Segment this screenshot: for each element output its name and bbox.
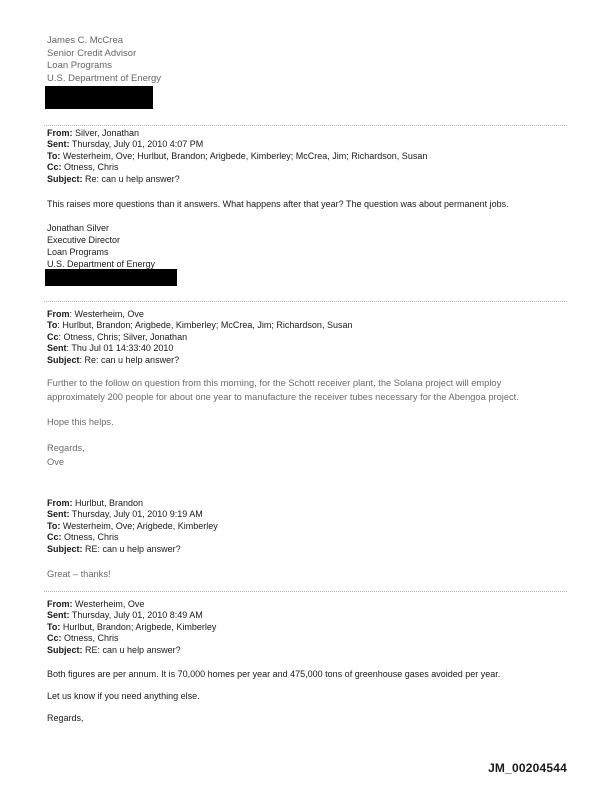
email-signature [47,222,155,270]
email-body-line: This raises more questions than it answers. What happens after that year? The question was about permanent jobs. [47,199,509,209]
signature-line: U.S. Department of Energy [47,72,162,84]
email-header-sent: Sent: Thu Jul 01 14:33:40 2010 [47,343,174,353]
email-header-cc: Cc: Otness, Chris [47,162,119,172]
email-header-subject: Subject: Re: can u help answer? [47,174,180,184]
email-header-subject: Subject: RE: can u help answer? [47,645,181,655]
email-header-to: To: Hurlbut, Brandon; Arigbede, Kimberley [47,622,217,632]
signature-line: Executive Director [47,235,121,245]
email-body-line: Let us know if you need anything else. [47,691,200,701]
email-body-line: Ove [47,457,65,467]
redaction-box [45,269,177,286]
signature-line: Loan Programs [47,247,109,257]
email-header-to: To: Westerheim, Ove; Hurlbut, Brandon; Arigbede, Kimberley; McCrea, Jim; Richardson, Susan [47,151,428,161]
email-body-line: Hope this helps. [47,417,114,427]
bates-number: JM_00204544 [488,761,567,775]
email-body-line: Both figures are per annum. It is 70,000 homes per year and 475,000 tons of greenhouse gases avoided per year. [47,669,501,679]
email-separator [44,301,567,302]
email-header-from: From: Westerheim, Ove [47,599,145,609]
signature-line: James C. McCrea [47,35,124,46]
top-signature [47,35,161,85]
signature-line: Jonathan Silver [47,223,110,233]
email-header-cc: Cc: Otness, Chris [47,532,119,542]
email-header-subject: Subject: RE: can u help answer? [47,544,181,554]
email-body-line: Further to the follow on question from this morning, for the Schott receiver plant, the Solana project will employ [47,378,502,388]
signature-line: Senior Credit Advisor [47,47,137,59]
email-separator [44,125,567,126]
email-separator [44,591,567,592]
email-body [47,376,519,404]
signature-line: U.S. Department of Energy [47,259,156,269]
email-header-from: From: Silver, Jonathan [47,128,140,138]
email-header-to: To: Hurlbut, Brandon; Arigbede, Kimberley; McCrea, Jim; Richardson, Susan [47,320,353,330]
email-header-cc: Cc: Otness, Chris; Silver, Jonathan [47,332,188,342]
email-header-sent: Sent: Thursday, July 01, 2010 9:19 AM [47,509,203,519]
email-header-from: From: Hurlbut, Brandon [47,498,144,508]
email-header-sent: Sent: Thursday, July 01, 2010 8:49 AM [47,610,203,620]
email-header-cc: Cc: Otness, Chris [47,633,119,643]
redaction-box [45,86,153,109]
email-header-to: To: Westerheim, Ove; Arigbede, Kimberley [47,521,218,531]
signature-line: Loan Programs [47,60,112,71]
email-header-from: From: Westerheim, Ove [47,309,144,319]
email-header-sent: Sent: Thursday, July 01, 2010 4:07 PM [47,139,204,149]
email-body-line: Regards, [47,443,85,453]
email-closing [47,441,85,469]
email-body-line: Regards, [47,713,84,723]
email-body-line: Great – thanks! [47,569,111,579]
email-body-line: approximately 200 people for about one year to manufacture the receiver tubes necessary for the Abengoa project. [47,392,519,402]
email-header-subject: Subject: Re: can u help answer? [47,355,180,365]
